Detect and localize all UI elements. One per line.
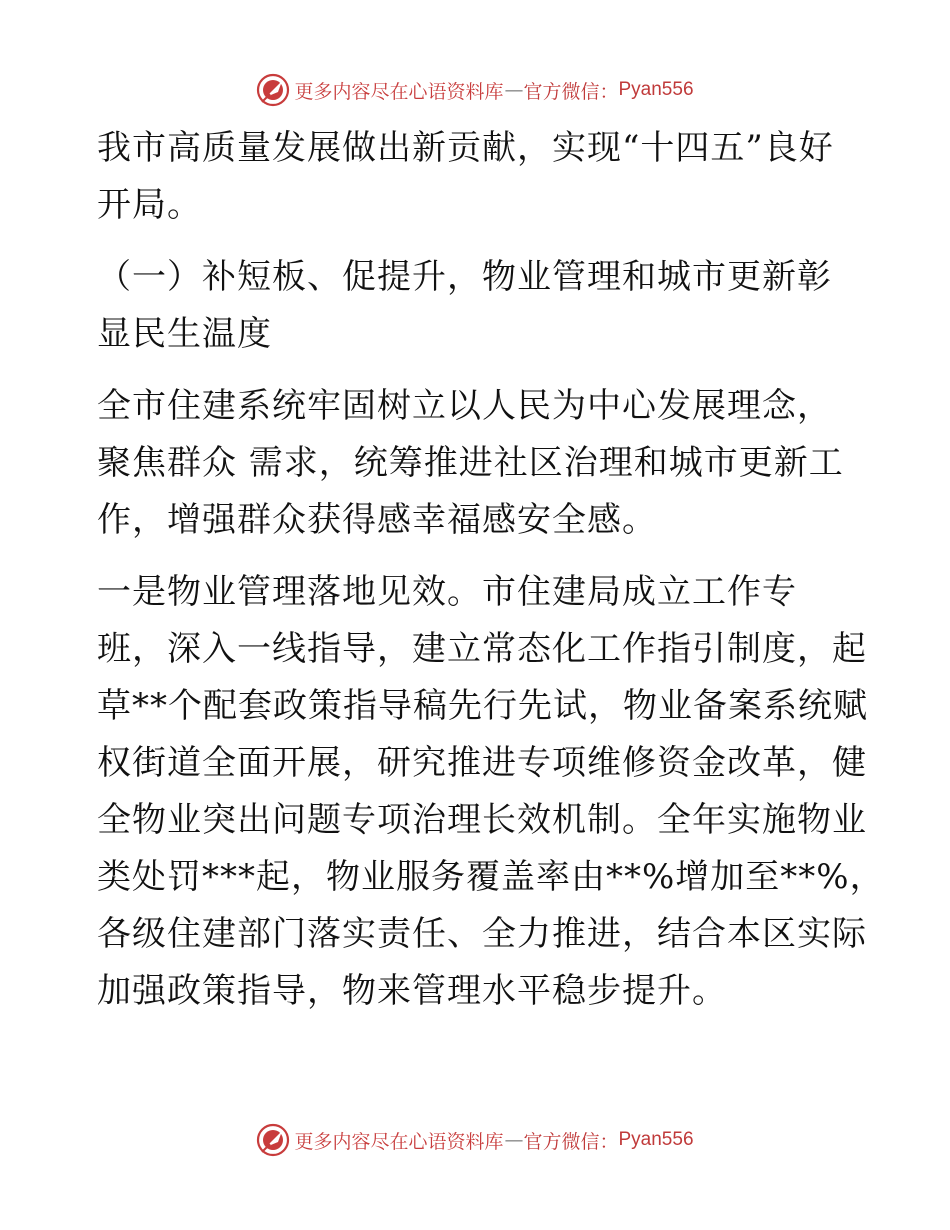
text-line: 作，增强群众获得感幸福感安全感。 bbox=[97, 500, 657, 540]
watermark-id: Pyan556 bbox=[618, 79, 694, 100]
paragraph-overview bbox=[97, 378, 857, 549]
text-line: 开局。 bbox=[97, 185, 202, 225]
text-line: 权街道全面开展，研究推进专项维修资金改革，健 bbox=[97, 743, 867, 783]
watermark-id: Pyan556 bbox=[618, 1129, 694, 1150]
text-line: 全市住建系统牢固树立以人民为中心发展理念， bbox=[97, 386, 832, 426]
text-line: 各级住建部门落实责任、全力推进，结合本区实际 bbox=[97, 914, 867, 954]
text-line: 班，深入一线指导，建立常态化工作指引制度，起 bbox=[97, 629, 867, 669]
watermark-text: 更多内容尽在心语资料库 bbox=[294, 1130, 504, 1153]
text-line: 我市高质量发展做出新贡献，实现“十四五”良好 bbox=[97, 128, 834, 168]
text-line: 显民生温度 bbox=[97, 314, 272, 354]
watermark-separator: — bbox=[504, 1129, 523, 1151]
document-body bbox=[97, 120, 885, 1020]
watermark-label: 官方微信： bbox=[523, 1130, 619, 1153]
quill-logo-icon bbox=[256, 73, 290, 107]
text-line: 类处罚***起，物业服务覆盖率由**%增加至**%， bbox=[97, 857, 885, 897]
text-line: 一是物业管理落地见效。市住建局成立工作专 bbox=[97, 572, 797, 612]
text-line: （一）补短板、促提升，物业管理和城市更新彰 bbox=[97, 257, 832, 297]
quill-logo-icon bbox=[256, 1123, 290, 1157]
text-line: 聚焦群众 需求，统筹推进社区治理和城市更新工 bbox=[97, 443, 844, 483]
paragraph-intro bbox=[97, 120, 857, 234]
header-watermark bbox=[0, 70, 950, 110]
text-line: 加强政策指导，物来管理水平稳步提升。 bbox=[97, 971, 727, 1011]
paragraph-property-management bbox=[97, 564, 885, 1020]
watermark-label: 官方微信： bbox=[523, 80, 619, 103]
watermark-text: 更多内容尽在心语资料库 bbox=[294, 80, 504, 103]
text-line: 草**个配套政策指导稿先行先试，物业备案系统赋 bbox=[97, 686, 868, 726]
section-heading bbox=[97, 249, 857, 363]
footer-watermark bbox=[0, 1120, 950, 1160]
text-line: 全物业突出问题专项治理长效机制。全年实施物业 bbox=[97, 800, 867, 840]
watermark-separator: — bbox=[504, 79, 523, 101]
